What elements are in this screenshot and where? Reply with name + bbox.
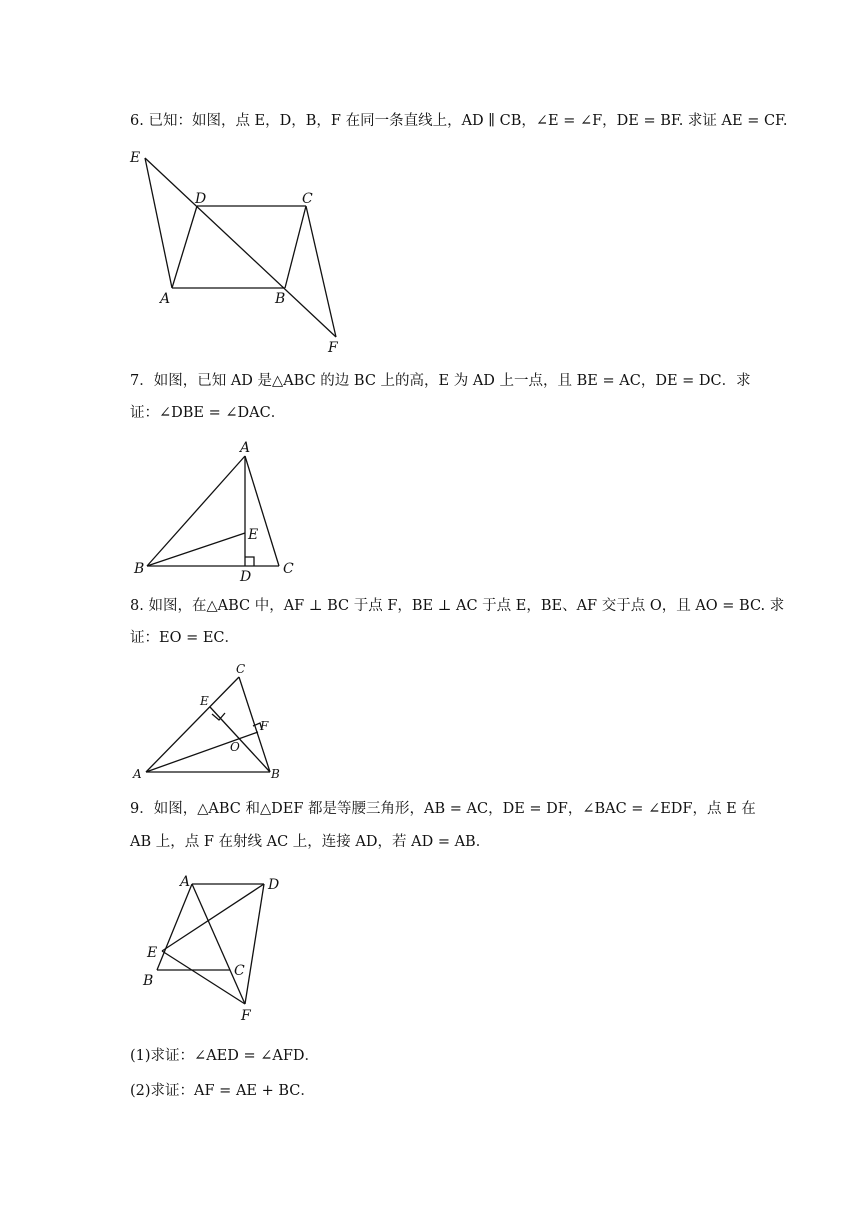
label-F: F xyxy=(241,1008,251,1024)
label-B: B xyxy=(134,561,145,577)
label-C: C xyxy=(302,191,313,207)
label-C: C xyxy=(236,662,246,676)
label-E: E xyxy=(130,150,141,166)
problem-6-figure xyxy=(120,140,360,360)
problem-9-part-2: (2)求证：AF = AE + BC． xyxy=(130,1083,315,1099)
problem-7-statement-1: 7．如图，已知 AD 是△ABC 的边 BC 上的高，E 为 AD 上一点，且 BE = AC，DE = DC．求 xyxy=(130,373,751,389)
problem-9-part-1: (1)求证：∠AED = ∠AFD． xyxy=(130,1048,320,1064)
label-B: B xyxy=(275,291,286,307)
problem-9-statement-2: AB 上，点 F 在射线 AC 上，连接 AD，若 AD = AB． xyxy=(130,834,491,850)
label-D: D xyxy=(195,191,207,207)
problem-8-figure xyxy=(125,658,295,783)
problem-6-statement: 6. 已知：如图，点 E，D，B，F 在同一条直线上，AD ∥ CB，∠E = ∠F，DE = BF. 求证 AE = CF. xyxy=(130,113,788,129)
label-A: A xyxy=(133,767,142,781)
problem-9-figure xyxy=(135,868,295,1028)
label-A: A xyxy=(180,874,191,890)
label-D: D xyxy=(268,877,280,893)
problem-7-statement-2: 证：∠DBE = ∠DAC． xyxy=(130,405,286,421)
label-F: F xyxy=(260,719,269,733)
label-F: F xyxy=(328,340,338,356)
label-O: O xyxy=(230,740,240,754)
problem-8-statement-1: 8. 如图，在△ABC 中，AF ⊥ BC 于点 F，BE ⊥ AC 于点 E，BE、AF 交于点 O，且 AO = BC. 求 xyxy=(130,598,785,614)
problem-9-statement-1: 9．如图，△ABC 和△DEF 都是等腰三角形，AB = AC，DE = DF，∠BAC = ∠EDF，点 E 在 xyxy=(130,801,756,817)
problem-8-statement-2: 证：EO = EC． xyxy=(130,630,240,646)
label-A: A xyxy=(160,291,171,307)
label-B: B xyxy=(143,973,154,989)
label-B: B xyxy=(271,767,280,781)
problem-7-figure xyxy=(125,435,305,585)
label-C: C xyxy=(283,561,294,577)
label-E: E xyxy=(147,945,158,961)
label-C: C xyxy=(234,963,245,979)
label-E: E xyxy=(200,694,209,708)
label-D: D xyxy=(240,569,252,585)
label-E: E xyxy=(248,527,259,543)
label-A: A xyxy=(240,440,251,456)
